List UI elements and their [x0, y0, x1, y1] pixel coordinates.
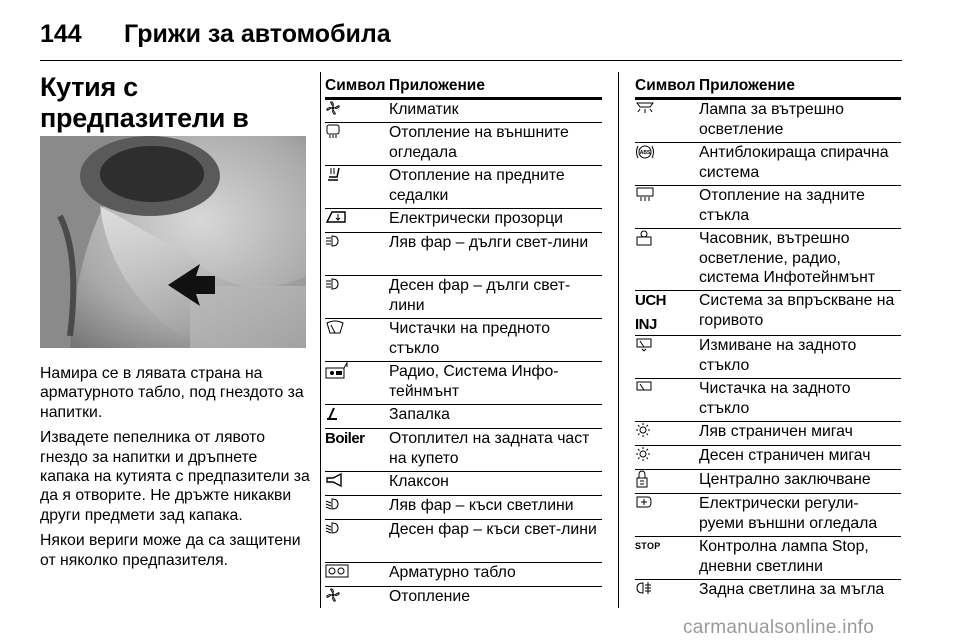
column-divider [618, 72, 619, 608]
fuel-injection-symbol [635, 291, 691, 335]
table-row [635, 143, 901, 186]
row-text: Измиване на задното стъкло [699, 337, 857, 374]
table-row [325, 587, 602, 610]
watermark: carmanualsonline.info [683, 617, 875, 638]
page-title: Грижи за автомобила [124, 20, 391, 48]
header-application: Приложение [699, 77, 795, 94]
mirror-adjust-icon [635, 494, 691, 510]
table-row [325, 100, 602, 123]
row-text: Ляв фар – къси светлини [389, 497, 574, 514]
ignition-icon [325, 405, 381, 421]
table-row [325, 520, 602, 563]
row-text: Чистачки на предното стъкло [389, 320, 550, 357]
table-row [325, 472, 602, 496]
paragraph: Намира се в лявата страна на арматурното табло, под гнездото за напитки. [40, 365, 304, 421]
row-text: Климатик [389, 101, 459, 118]
table-row [325, 496, 602, 520]
row-text: Отопление на предните седалки [389, 167, 565, 204]
table-row [325, 429, 602, 472]
row-text: Чистачка на задното стъкло [699, 380, 851, 417]
headlight-low-right-icon [325, 520, 381, 536]
fuse-table-middle [325, 77, 602, 610]
table-row [635, 379, 901, 422]
turn-right-icon [635, 446, 691, 462]
row-text: Електрически регули-руеми външни огледала [699, 495, 878, 532]
table-row [325, 362, 602, 405]
table-row [635, 470, 901, 494]
radio-icon [325, 362, 381, 380]
section-title: Кутия с предпазители в [40, 72, 249, 133]
row-text: Отопление на задните стъкла [699, 187, 865, 224]
uch-label: UCH [635, 292, 666, 309]
row-text: Отопление [389, 588, 471, 605]
row-text: Антиблокираща спирачна система [699, 144, 889, 181]
paragraph: Някои вериги може да са защитени от няколко предпазителя. [40, 532, 301, 569]
row-text: Десен фар – къси свет-лини [389, 521, 597, 538]
table-row [635, 494, 901, 537]
table-row [635, 336, 901, 379]
table-row [635, 100, 901, 143]
table-row [325, 233, 602, 276]
table-header [635, 77, 901, 100]
table-row [325, 276, 602, 319]
boiler-symbol: Boiler [325, 430, 365, 447]
front-wiper-icon [325, 319, 381, 335]
clock-icon [635, 229, 691, 247]
fuse-table-right [635, 77, 901, 603]
row-text: Ляв страничен мигач [699, 423, 853, 440]
seat-heat-icon [325, 166, 381, 182]
row-text: Арматурно табло [389, 564, 516, 581]
table-row [325, 563, 602, 587]
row-text: Задна светлина за мъгла [699, 581, 885, 598]
stop-symbol: STOP [635, 541, 661, 551]
left-column [40, 72, 310, 569]
header-divider [40, 60, 902, 61]
paragraph: Извадете пепелника от лявото гнездо за напитки и дръпнете капака на кутията с предпазители за да я отворите. Не дръжте никакви други предмети зад капака. [40, 429, 310, 524]
inj-label: INJ [635, 316, 657, 333]
row-text: Десен страничен мигач [699, 447, 871, 464]
row-text: Отопление на външните огледала [389, 124, 569, 161]
table-row [635, 446, 901, 470]
row-text: Часовник, вътрешно осветление, радио, система Инфотейнмънт [699, 230, 876, 286]
table-row [325, 319, 602, 362]
row-text: Радио, Система Инфо-тейнмънт [389, 363, 559, 400]
row-text: Ляв фар – дълги свет-лини [389, 234, 589, 251]
rear-defrost-icon [635, 186, 691, 202]
table-row [325, 123, 602, 166]
heater-fan-icon [325, 587, 381, 603]
interior-light-icon [635, 100, 691, 116]
row-text: Запалка [389, 406, 450, 423]
row-text: Клаксон [389, 473, 449, 490]
page-number: 144 [40, 20, 82, 48]
central-lock-icon [635, 470, 691, 488]
table-row [325, 405, 602, 429]
row-text: Централно заключване [699, 471, 871, 488]
row-text: Система за впръскване на горивото [699, 292, 895, 329]
rear-wiper-icon [635, 379, 691, 395]
headlight-high-left-icon [325, 233, 381, 249]
header-symbol: Символ [325, 77, 386, 94]
header-application: Приложение [389, 77, 485, 94]
row-text: Контролна лампа Stop, дневни светлини [699, 538, 869, 575]
turn-left-icon [635, 422, 691, 438]
table-row [325, 166, 602, 209]
rear-fog-icon [635, 580, 691, 596]
svg-text:ABS: ABS [639, 150, 651, 156]
row-text: Електрически прозорци [389, 210, 563, 227]
column-divider [320, 72, 321, 608]
table-header [325, 77, 602, 100]
horn-icon [325, 472, 381, 488]
row-text: Лампа за вътрешно осветление [699, 101, 844, 138]
table-row [635, 580, 901, 603]
abs-icon [635, 143, 691, 161]
row-text: Десен фар – дълги свет-лини [389, 277, 571, 314]
headlight-high-right-icon [325, 276, 381, 292]
power-window-icon [325, 209, 381, 225]
table-row [635, 291, 901, 336]
mirror-heat-icon [325, 123, 381, 139]
table-row [635, 229, 901, 291]
table-row [635, 422, 901, 446]
table-row [635, 537, 901, 580]
table-row [325, 209, 602, 233]
instrument-panel-icon [325, 563, 381, 579]
header-symbol: Символ [635, 77, 696, 94]
body-text [40, 364, 310, 576]
headlight-low-left-icon [325, 496, 381, 512]
fuse-box-photo [40, 136, 306, 348]
row-text: Отоплител на задната част на купето [389, 430, 590, 467]
table-row [635, 186, 901, 229]
rear-washer-icon [635, 336, 691, 352]
fan-icon [325, 100, 381, 116]
page-header [40, 14, 920, 54]
